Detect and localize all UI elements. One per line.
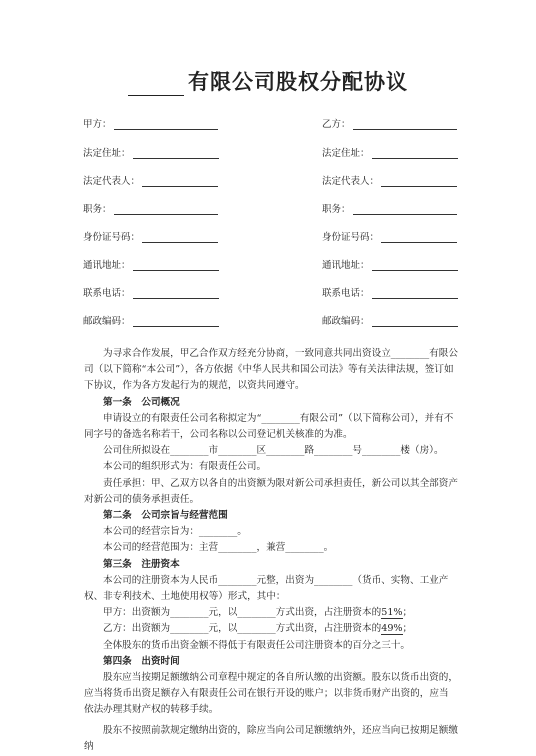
blank-line[interactable] <box>381 175 457 187</box>
blank-line[interactable] <box>372 287 458 299</box>
party-b-name-field[interactable] <box>322 116 457 130</box>
field-label: 职务： <box>322 204 351 215</box>
party-a-phone-field[interactable] <box>83 285 219 299</box>
article-4-paragraph: 股东不按照前款规定缴纳出资的，除应当向公司足额缴纳外，还应当向已按期足额缴纳 <box>84 724 458 752</box>
party-a-mail-address-field[interactable] <box>83 257 219 271</box>
article-1-title: 第一条 公司概况 <box>103 396 180 408</box>
blank-line[interactable] <box>114 118 218 130</box>
party-a-address-field[interactable] <box>83 145 219 159</box>
blank-line[interactable] <box>372 315 458 327</box>
party-b-phone-field[interactable] <box>322 285 458 299</box>
article-1-paragraph: 公司住所拟设在________市________区________路________号________楼（房）。 <box>103 445 444 457</box>
field-label: 职务： <box>83 204 112 215</box>
party-a-contribution-line <box>84 605 458 621</box>
contribution-end: ； <box>402 607 413 619</box>
article-4-title: 第四条 出资时间 <box>103 655 180 667</box>
field-label: 乙方： <box>322 119 351 130</box>
title-text: 有限公司股权分配协议 <box>188 70 408 94</box>
blank-line[interactable] <box>372 259 458 271</box>
field-label: 邮政编码： <box>322 316 370 327</box>
blank-line[interactable] <box>133 315 219 327</box>
blank-line[interactable] <box>142 175 218 187</box>
party-a-postcode-field[interactable] <box>83 313 219 327</box>
blank-line[interactable] <box>372 147 458 159</box>
field-label: 邮政编码： <box>83 316 131 327</box>
intro-paragraph: 为寻求合作发展，甲乙合作双方经充分协商，一致同意共同出资设立________有限公司（以下简称“本公司”），各方依据《中华人民共和国公司法》等有关法律法规，签订如下协议，作为各方发起行为的规范，以资共同遵守。 <box>84 348 458 392</box>
field-label: 法定代表人： <box>322 176 380 187</box>
article-2-title: 第二条 公司宗旨与经营范围 <box>103 510 228 522</box>
article-2-paragraph: 本公司的经营宗旨为：________。 <box>103 526 247 538</box>
party-b-mail-address-field[interactable] <box>322 257 458 271</box>
party-b-address-field[interactable] <box>322 145 458 159</box>
party-b-postcode-field[interactable] <box>322 313 458 327</box>
contribution-end: ； <box>402 623 413 635</box>
contribution-text: 甲方：出资额为________元，以________方式出资，占注册资本的 <box>103 607 382 619</box>
blank-line[interactable] <box>114 203 218 215</box>
field-label: 身份证号码： <box>322 232 380 243</box>
blank-line[interactable] <box>353 203 457 215</box>
party-b-contribution-line <box>84 621 458 637</box>
blank-line[interactable] <box>133 287 219 299</box>
field-label: 通讯地址： <box>83 260 131 271</box>
article-2-paragraph: 本公司的经营范围为：主营________，兼营________。 <box>103 542 334 554</box>
agreement-body <box>84 346 458 755</box>
party-b-share-percent: 49% <box>381 623 403 635</box>
article-1-paragraph: 申请设立的有限责任公司名称拟定为“________有限公司”（以下简称公司），并有不同字号的备选名称若干，公司名称以公司登记机关核准的为准。 <box>84 412 454 441</box>
field-label: 法定住址： <box>83 148 131 159</box>
party-a-name-field[interactable] <box>83 116 218 130</box>
blank-line[interactable] <box>142 231 218 243</box>
party-a-id-field[interactable] <box>83 229 218 243</box>
article-3-paragraph: 本公司的注册资本为人民币________元整，出资为________（货币、实物、工业产权、非专利技术、土地使用权等）形式，其中： <box>84 574 449 603</box>
blank-line[interactable] <box>133 259 219 271</box>
party-a-share-percent: 51% <box>381 607 403 619</box>
article-1-paragraph: 本公司的组织形式为：有限责任公司。 <box>103 461 267 473</box>
article-1-paragraph: 责任承担：甲、乙双方以各自的出资额为限对新公司承担责任，新公司以其全部资产对新公司的债务承担责任。 <box>84 477 458 505</box>
title-blank-line[interactable] <box>128 75 184 96</box>
field-label: 通讯地址： <box>322 260 370 271</box>
party-b-representative-field[interactable] <box>322 173 457 187</box>
blank-line[interactable] <box>353 118 457 130</box>
field-label: 甲方： <box>83 119 112 130</box>
party-b-id-field[interactable] <box>322 229 457 243</box>
blank-line[interactable] <box>381 231 457 243</box>
article-3-title: 第三条 注册资本 <box>103 558 180 570</box>
field-label: 联系电话： <box>322 288 370 299</box>
contribution-text: 乙方：出资额为________元，以________方式出资，占注册资本的 <box>103 623 382 635</box>
blank-line[interactable] <box>133 147 219 159</box>
party-a-representative-field[interactable] <box>83 173 218 187</box>
article-4-paragraph: 股东应当按期足额缴纳公司章程中规定的各自所认缴的出资额。股东以货币出资的，应当将货币出资足额存入有限责任公司在银行开设的账户；以非货币财产出资的，应当依法办理其财产权的转移手续。 <box>84 672 458 716</box>
party-b-position-field[interactable] <box>322 201 457 215</box>
field-label: 联系电话： <box>83 288 131 299</box>
field-label: 法定住址： <box>322 148 370 159</box>
party-a-position-field[interactable] <box>83 201 218 215</box>
field-label: 身份证号码： <box>83 232 141 243</box>
document-title <box>0 66 536 96</box>
field-label: 法定代表人： <box>83 176 141 187</box>
article-3-paragraph: 全体股东的货币出资金额不得低于有限责任公司注册资本的百分之三十。 <box>103 639 410 651</box>
